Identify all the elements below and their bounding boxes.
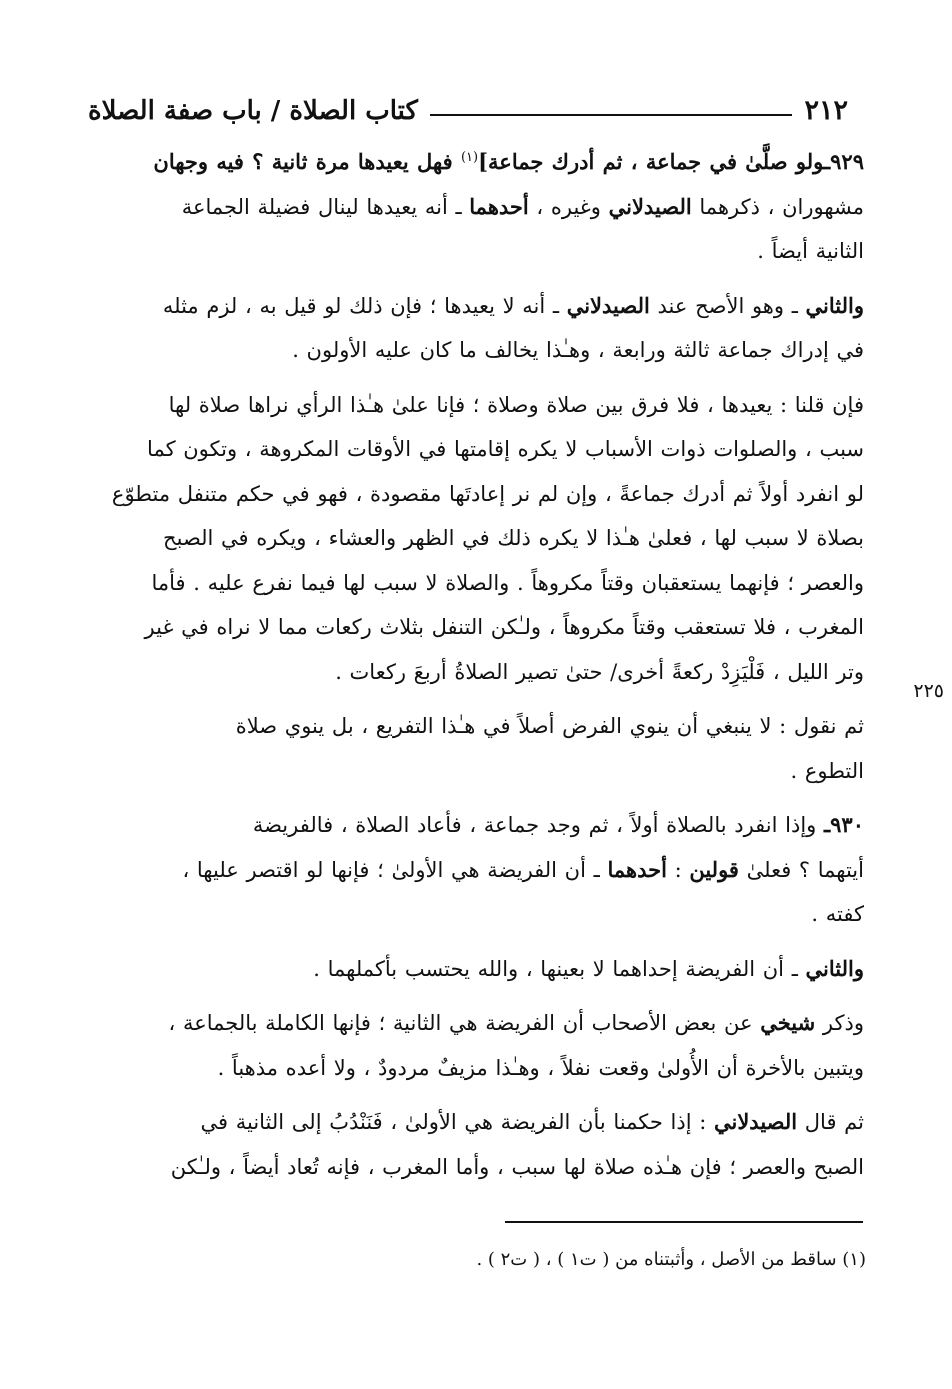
text-run: وذكر [815, 1011, 864, 1035]
paragraph-second-view-2 [86, 947, 864, 992]
text-run: : [666, 857, 690, 882]
footnote-rule [505, 1221, 863, 1223]
paragraph-line: الصبح والعصر ؛ فإن هـٰذه صلاة لها سبب ، وأما المغرب ، فإنه تُعاد أيضاً ، ولـٰكن [170, 1154, 864, 1179]
page-number: ٢١٢ [804, 95, 848, 126]
paragraph-line [86, 284, 864, 329]
paragraph-number: ٩٣٠ـ [824, 812, 864, 837]
paragraph-line: الثانية أيضاً . [757, 239, 864, 263]
paragraph-line [86, 1100, 864, 1145]
paragraph-thumma-qala [86, 1100, 864, 1189]
bold-term: والثاني [805, 955, 864, 981]
paragraph-line: كفته . [811, 902, 864, 926]
paragraph-number: ٩٢٩ـ [824, 149, 864, 174]
paragraph-930 [86, 803, 864, 937]
text-run: وإذا انفرد بالصلاة أولاً ، ثم وجد جماعة ، فأعاد الصلاة ، فالفريضة [252, 813, 824, 837]
text-run: ـ أنه لا يعيدها ؛ فإن ذلك لو قيل به ، لزم مثله [162, 293, 567, 318]
paragraph-929 [86, 140, 864, 274]
header-rule [430, 114, 793, 116]
paragraph-line: ويتبين بالأخرة أن الأُولىٰ وقعت نفلاً ، وهـٰذا مزيفٌ مردودٌ ، ولا أعده مذهباً . [217, 1055, 864, 1080]
paragraph-line: ثم نقول : لا ينبغي أن ينوي الفرض أصلاً في هـٰذا التفريع ، بل ينوي صلاة [235, 714, 864, 738]
footnote-marker: (١) [842, 1249, 866, 1270]
paragraph-line [86, 947, 864, 992]
paragraph-line [86, 185, 864, 230]
running-header [88, 80, 848, 124]
header-title: كتاب الصلاة / باب صفة الصلاة [88, 96, 418, 126]
text-run: أيتهما ؟ فعلىٰ [738, 857, 864, 882]
paragraph-line: لو انفرد أولاً ثم أدرك جماعةً ، وإن لم نر إعادتَها مقصودة ، فهو في حكم متنفل متطوّع [111, 481, 864, 506]
bold-lead-continued: فهل يعيدها مرة ثانية ؟ فيه وجهان [153, 149, 461, 174]
paragraph-line: المغرب ، فلا تستعقب وقتاً مكروهاً ، ولـٰكن التنفل بثلاث ركعات مما لا نراه في غير [144, 615, 864, 639]
bold-lead: ولو صلَّىٰ في جماعة ، ثم أدرك جماعة] [478, 149, 824, 174]
text-run: ـ وهو الأصح عند [649, 293, 806, 318]
text-run: : إذا حكمنا بأن الفريضة هي الأولىٰ ، فَنَنْدُبُ إلى الثانية في [200, 1110, 714, 1134]
paragraph-wa-dhakara [86, 1001, 864, 1090]
text-run: وغيره ، [528, 194, 609, 219]
paragraph-fa-in-qulna [86, 383, 864, 695]
paragraph-thumma-naqul [86, 704, 864, 793]
bold-term: والثاني [805, 292, 864, 318]
footnote [300, 1246, 866, 1274]
paragraph-line [86, 848, 864, 893]
text-run: ثم قال [797, 1110, 864, 1134]
paragraph-line: بصلاة لا سبب لها ، فعلىٰ هـٰذا لا يكره ذلك في الظهر والعشاء ، ويكره في الصبح [163, 526, 864, 550]
paragraph-line: التطوع . [790, 758, 864, 783]
text-run: مشهوران ، ذكرهما [691, 194, 864, 219]
footnote-ref[interactable]: (١) [460, 150, 479, 165]
paragraph-line: في إدراك جماعة ثالثة ورابعة ، وهـٰذا يخالف ما كان عليه الأولون . [292, 338, 864, 362]
text-run: عن بعض الأصحاب أن الفريضة هي الثانية ؛ فإنها الكاملة بالجماعة ، [168, 1011, 761, 1035]
margin-page-reference: ٢٢٥ [913, 680, 944, 702]
text-run: ـ أن الفريضة هي الأولىٰ ؛ فإنها لو اقتصر عليها ، [182, 857, 608, 882]
bold-name: الصيدلاني [713, 1109, 798, 1134]
main-text [86, 140, 864, 1199]
paragraph-line [86, 803, 864, 848]
bold-name: شيخي [760, 1010, 816, 1035]
paragraph-line [86, 140, 864, 185]
text-run: ـ أنه يعيدها لينال فضيلة الجماعة [181, 194, 470, 219]
bold-term: قولين [689, 856, 739, 882]
text-run: ـ أن الفريضة إحداهما لا بعينها ، والله يحتسب بأكملهما . [313, 956, 806, 981]
bold-term: أحدهما [607, 856, 667, 882]
paragraph-line: فإن قلنا : يعيدها ، فلا فرق بين صلاة وصلاة ؛ فإنا علىٰ هـٰذا الرأي نراها صلاة لها [168, 392, 864, 417]
paragraph-second-view [86, 284, 864, 373]
paragraph-line: والعصر ؛ فإنهما يستعقبان وقتاً مكروهاً . والصلاة لا سبب لها فيما نفرع عليه . فأما [151, 570, 864, 595]
bold-name: الصيدلاني [608, 193, 692, 219]
paragraph-line [86, 1001, 864, 1046]
footnote-text: ساقط من الأصل ، وأثبتناه من ( ت١ ) ، ( ت٢ ) . [476, 1249, 837, 1270]
bold-term: أحدهما [469, 193, 529, 219]
paragraph-line: وتر الليل ، فَلْيَزِدْ ركعةً أخرى/ حتىٰ تصير الصلاةُ أربعَ ركعات . [335, 659, 864, 684]
paragraph-line: سبب ، والصلوات ذوات الأسباب لا يكره إقامتها في الأوقات المكروهة ، وتكون كما [147, 437, 864, 461]
bold-name: الصيدلاني [566, 292, 650, 318]
